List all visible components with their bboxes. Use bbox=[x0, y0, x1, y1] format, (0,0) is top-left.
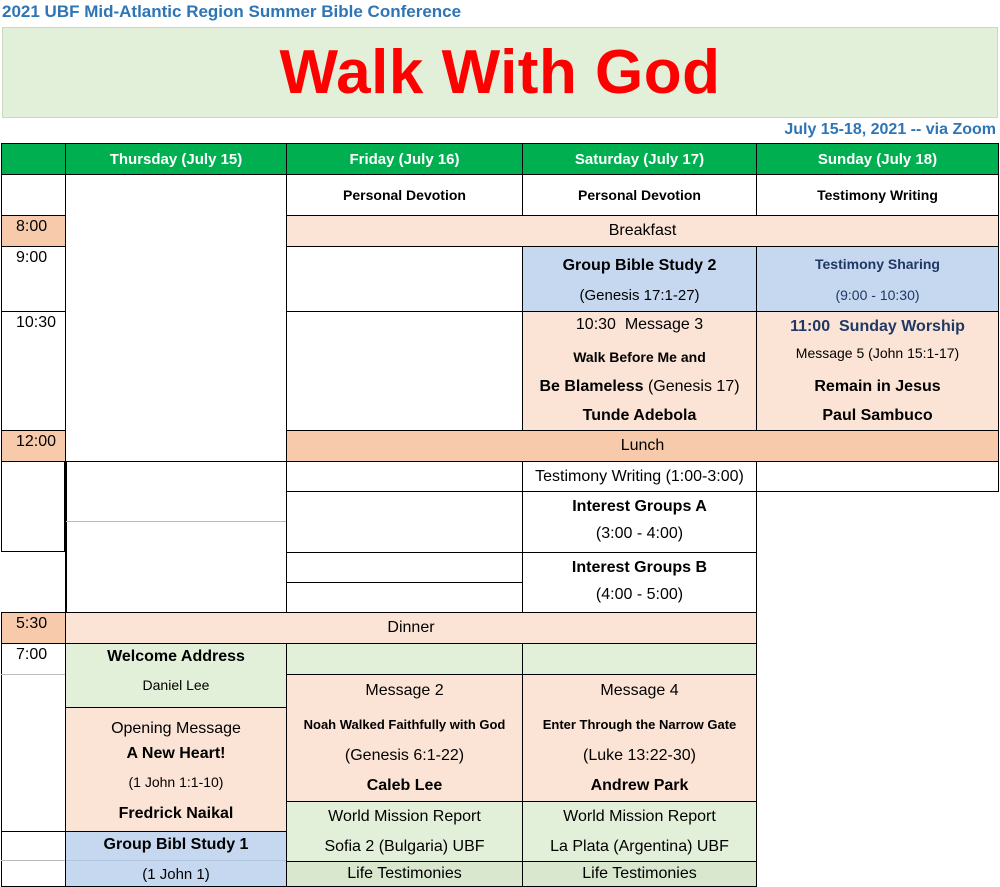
time-7pm: 7:00 bbox=[1, 643, 66, 887]
testimony-sharing-time: (9:00 - 10:30) bbox=[835, 287, 920, 303]
sunday-testimony-sharing bbox=[756, 246, 999, 312]
sunday-afternoon-blank bbox=[756, 461, 999, 492]
message2-heading: Message 2 bbox=[365, 682, 444, 699]
lunch-bar: Lunch bbox=[286, 430, 999, 462]
friday-wmr-chapter: Sofia 2 (Bulgaria) UBF bbox=[324, 838, 485, 855]
day-header-sunday: Sunday (July 18) bbox=[756, 143, 999, 175]
breakfast-bar: Breakfast bbox=[286, 215, 999, 247]
time-1030am: 10:30 bbox=[1, 311, 66, 431]
thursday-afternoon-blank bbox=[65, 461, 287, 613]
saturday-wmr-label: World Mission Report bbox=[563, 808, 716, 825]
time-530pm: 5:30 bbox=[1, 612, 66, 644]
message3-reference: (Genesis 17) bbox=[643, 378, 740, 395]
friday-life-testimonies: Life Testimonies bbox=[286, 861, 523, 887]
friday-9am-blank bbox=[286, 246, 523, 312]
friday-1030-blank bbox=[286, 311, 523, 431]
thursday-opening-message bbox=[65, 707, 287, 832]
saturday-message-4 bbox=[522, 674, 757, 802]
friday-world-mission-report bbox=[286, 801, 523, 862]
sunday-worship-speaker: Paul Sambuco bbox=[822, 407, 933, 424]
sunday-worship bbox=[756, 311, 999, 431]
friday-afternoon-1 bbox=[286, 461, 523, 492]
gbs1-title: Group Bibl Study 1 bbox=[103, 836, 249, 853]
saturday-message-3 bbox=[522, 311, 757, 431]
message3-speaker: Tunde Adebola bbox=[582, 407, 697, 424]
thursday-group-bible-study-1 bbox=[65, 831, 287, 887]
opening-reference: (1 John 1:1-10) bbox=[128, 774, 224, 790]
sunday-testimony-writing: Testimony Writing bbox=[756, 174, 999, 216]
message2-reference: (Genesis 6:1-22) bbox=[344, 747, 465, 764]
friday-personal-devotion: Personal Devotion bbox=[286, 174, 523, 216]
message3-heading: 10:30 Message 3 bbox=[575, 316, 704, 333]
welcome-speaker: Daniel Lee bbox=[142, 677, 210, 693]
message3-title-line2: Be Blameless bbox=[539, 378, 644, 395]
opening-heading: Opening Message bbox=[111, 720, 241, 737]
time-12pm: 12:00 bbox=[1, 430, 66, 462]
gbs2-passage: (Genesis 17:1-27) bbox=[579, 287, 700, 304]
friday-afternoon-3 bbox=[286, 552, 523, 583]
saturday-group-bible-study-2 bbox=[522, 246, 757, 312]
saturday-testimony-writing: Testimony Writing (1:00-3:00) bbox=[522, 461, 757, 492]
gbs1-reference: (1 John 1) bbox=[142, 866, 210, 883]
sunday-worship-heading: 11:00 Sunday Worship bbox=[790, 318, 965, 335]
day-header-friday: Friday (July 16) bbox=[286, 143, 523, 175]
message2-title: Noah Walked Faithfully with God bbox=[303, 717, 506, 732]
testimony-sharing-title: Testimony Sharing bbox=[815, 256, 940, 272]
thursday-morning-blank bbox=[65, 174, 287, 462]
saturday-world-mission-report bbox=[522, 801, 757, 862]
friday-message-2 bbox=[286, 674, 523, 802]
message3-title-line1: Walk Before Me and bbox=[573, 349, 706, 365]
conference-title: 2021 UBF Mid-Atlantic Region Summer Bible Conference bbox=[2, 2, 462, 21]
welcome-title: Welcome Address bbox=[107, 648, 245, 665]
message2-speaker: Caleb Lee bbox=[366, 777, 443, 794]
time-cell-gap bbox=[1, 552, 66, 613]
day-header-saturday: Saturday (July 17) bbox=[522, 143, 757, 175]
time-cell-empty bbox=[1, 174, 66, 216]
interest-a-time: (3:00 - 4:00) bbox=[595, 525, 684, 542]
friday-afternoon-2 bbox=[286, 491, 523, 553]
saturday-interest-groups-a bbox=[522, 491, 757, 553]
sunday-worship-message: Message 5 (John 15:1-17) bbox=[795, 345, 960, 361]
time-9am: 9:00 bbox=[1, 246, 66, 312]
message4-heading: Message 4 bbox=[600, 682, 679, 699]
saturday-evening-green-blank bbox=[522, 643, 757, 675]
interest-b-title: Interest Groups B bbox=[571, 559, 708, 576]
interest-b-time: (4:00 - 5:00) bbox=[595, 586, 684, 603]
friday-afternoon-4 bbox=[286, 582, 523, 613]
message4-title: Enter Through the Narrow Gate bbox=[542, 717, 737, 732]
message4-reference: (Luke 13:22-30) bbox=[583, 747, 696, 764]
corner-header-cell bbox=[1, 143, 66, 175]
gbs2-title: Group Bible Study 2 bbox=[562, 257, 717, 274]
saturday-wmr-chapter: La Plata (Argentina) UBF bbox=[550, 838, 729, 855]
message4-speaker: Andrew Park bbox=[590, 777, 689, 794]
saturday-interest-groups-b bbox=[522, 552, 757, 613]
theme-banner bbox=[2, 27, 998, 118]
opening-title: A New Heart! bbox=[126, 745, 226, 762]
time-8am: 8:00 bbox=[1, 215, 66, 247]
sunday-worship-title: Remain in Jesus bbox=[814, 378, 941, 395]
friday-wmr-label: World Mission Report bbox=[328, 808, 481, 825]
time-cell-afternoon bbox=[1, 461, 66, 552]
theme-title: Walk With God bbox=[279, 38, 721, 107]
saturday-life-testimonies: Life Testimonies bbox=[522, 861, 757, 887]
thursday-welcome-address bbox=[65, 643, 287, 708]
dinner-bar: Dinner bbox=[65, 612, 757, 644]
saturday-personal-devotion: Personal Devotion bbox=[522, 174, 757, 216]
opening-speaker: Fredrick Naikal bbox=[118, 805, 234, 822]
interest-a-title: Interest Groups A bbox=[572, 498, 707, 515]
friday-evening-green-blank bbox=[286, 643, 523, 675]
conference-dates: July 15-18, 2021 -- via Zoom bbox=[784, 121, 996, 138]
day-header-thursday: Thursday (July 15) bbox=[65, 143, 287, 175]
